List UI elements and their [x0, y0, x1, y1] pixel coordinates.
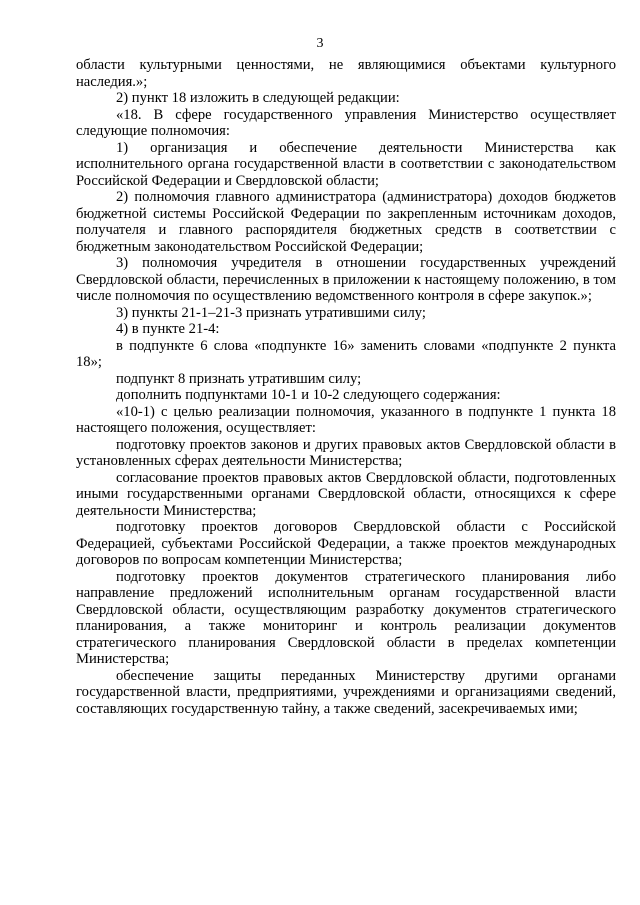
paragraph: обеспечение защиты переданных Министерству другими органами государственной власти, предприятиями, учреждениями и организациями сведений, составляющих государственную тайну, а также сведений, засекречиваемых ими; — [76, 667, 616, 717]
paragraph: дополнить подпунктами 10-1 и 10-2 следующего содержания: — [116, 387, 501, 403]
paragraph: согласование проектов правовых актов Свердловской области, подготовленных иными государственными органами Свердловской области, относящихся к сфере деятельности Министерства; — [76, 469, 616, 519]
paragraph: 2) пункт 18 изложить в следующей редакции: — [116, 90, 400, 106]
paragraph: 3) пункты 21-1–21-3 признать утратившими силу; — [116, 304, 426, 321]
paragraph: «18. В сфере государственного управления Министерство осуществляет следующие полномочия: — [76, 106, 616, 139]
paragraph: подпункт 8 признать утратившим силу; — [116, 370, 362, 387]
paragraph: 1) организация и обеспечение деятельности Министерства как исполнительного органа государственной власти в соответствии с законодательством Российской Федерации и Свердловской области; — [76, 139, 616, 189]
paragraph: 3) полномочия учредителя в отношении государственных учреждений Свердловской области, перечисленных в приложении к настоящему положению, в том числе полномочия по осуществлению ведомственного контроля в сфере закупок.»; — [76, 255, 616, 304]
page-number: 3 — [316, 36, 324, 51]
paragraph: в подпункте 6 слова «подпункте 16» заменить словами «подпункте 2 пункта 18»; — [76, 337, 616, 370]
paragraph: подготовку проектов договоров Свердловской области с Российской Федерацией, субъектами Российской Федерации, а также проектов международных договоров по вопросам компетенции Министерства; — [76, 519, 616, 568]
paragraph: подготовку проектов документов стратегического планирования либо направление предложений исполнительным органам государственной власти Свердловской области, осуществляющим разработку документов стратегического планирования, а также мониторинг и контроль реализации документов стратегического планирования Свердловской области в пределах компетенции Министерства; — [76, 568, 616, 667]
paragraph: подготовку проектов законов и других правовых актов Свердловской области в установленных сферах деятельности Министерства; — [76, 436, 616, 469]
paragraph: области культурными ценностями, не являющимися объектами культурного наследия.»; — [76, 57, 616, 90]
paragraph: 2) полномочия главного администратора (администратора) доходов бюджетов бюджетной системы Российской Федерации по закрепленным источникам доходов, получателя и главного распорядителя бюджетных средств в соответствии с бюджетным законодательством Российской Федерации; — [76, 189, 616, 255]
document-body — [76, 57, 616, 717]
paragraph: «10-1) с целью реализации полномочия, указанного в подпункте 1 пункта 18 настоящего положения, осуществляет: — [76, 403, 616, 436]
paragraph: 4) в пункте 21-4: — [116, 321, 220, 337]
